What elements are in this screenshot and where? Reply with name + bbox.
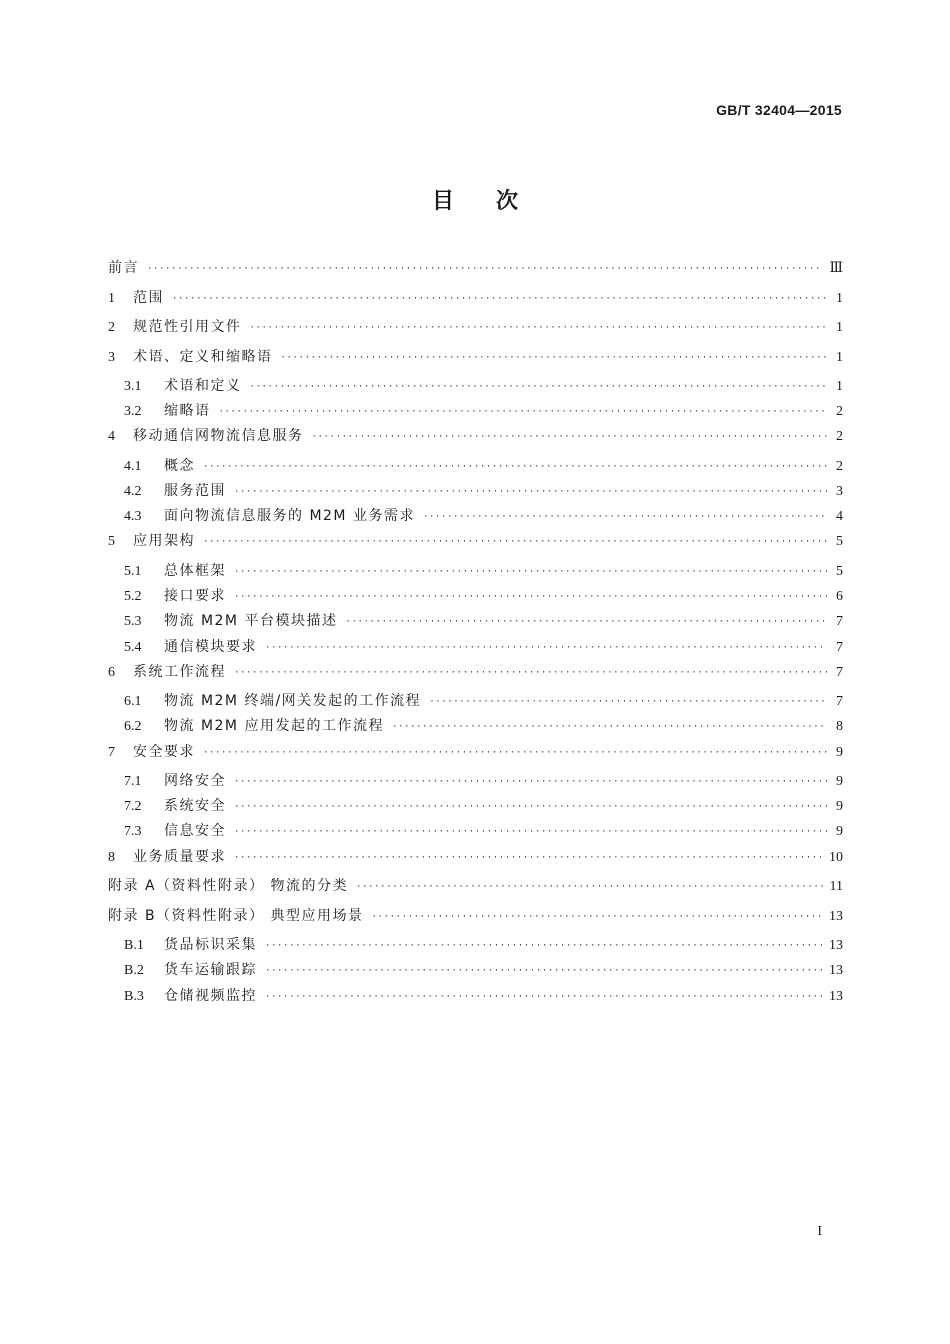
toc-entry-number: 5.1 xyxy=(124,563,142,579)
toc-entry-number: 5.4 xyxy=(124,639,142,655)
toc-leader-dots xyxy=(372,907,823,927)
toc-leader-dots xyxy=(234,797,827,817)
toc-entry-number: 5.3 xyxy=(124,614,142,630)
toc-entry-title: 信息安全 xyxy=(164,823,226,840)
toc-leader-dots xyxy=(423,507,827,527)
toc-entry-number: 7.2 xyxy=(124,799,142,815)
toc-entry-title: 网络安全 xyxy=(164,773,226,790)
toc-entry[interactable] xyxy=(108,742,843,772)
toc-entry-page: 3 xyxy=(836,484,843,500)
toc-entry-number: 7 xyxy=(108,744,115,760)
toc-entry[interactable] xyxy=(108,906,843,936)
toc-entry-number: 6 xyxy=(108,664,115,680)
toc-leader-dots xyxy=(356,877,824,897)
toc-entry-page: 4 xyxy=(836,509,843,525)
toc-entry-page: 2 xyxy=(836,429,843,445)
toc-entry-number: 5.2 xyxy=(124,589,142,605)
toc-leader-dots xyxy=(203,532,827,552)
toc-entry-title: 前言 xyxy=(108,260,139,276)
toc-entry[interactable] xyxy=(108,347,843,377)
toc-entry-page: 7 xyxy=(836,614,843,630)
toc-entry-number: B.2 xyxy=(124,963,144,979)
toc-entry-number: 4 xyxy=(108,429,115,445)
toc-entry-number: 8 xyxy=(108,849,115,865)
toc-leader-dots xyxy=(429,692,827,712)
toc-entry-page: 6 xyxy=(836,589,843,605)
toc-entry-page: 13 xyxy=(829,908,843,924)
toc-entry[interactable] xyxy=(108,662,843,692)
toc-entry-page: 9 xyxy=(836,824,843,840)
toc-leader-dots xyxy=(265,961,823,981)
toc-entry-page: 2 xyxy=(836,404,843,420)
toc-entry[interactable] xyxy=(108,847,843,877)
toc-entry-title: 仓储视频监控 xyxy=(164,987,257,1004)
toc-entry-number: 4.1 xyxy=(124,458,142,474)
toc-entry-title: 接口要求 xyxy=(164,588,226,605)
toc-leader-dots xyxy=(234,848,823,868)
toc-leader-dots xyxy=(234,562,827,582)
toc-entry-title: 物流 M2M 应用发起的工作流程 xyxy=(164,718,384,735)
toc-entry[interactable] xyxy=(108,426,843,456)
toc-entry-title: 缩略语 xyxy=(164,403,211,420)
toc-entry-title: 安全要求 xyxy=(133,743,195,760)
toc-entry-title: 货品标识采集 xyxy=(164,937,257,954)
toc-leader-dots xyxy=(234,663,827,683)
toc-leader-dots xyxy=(234,587,827,607)
toc-leader-dots xyxy=(234,822,827,842)
toc-leader-dots xyxy=(281,348,828,368)
toc-entry[interactable] xyxy=(108,481,843,506)
toc-entry-page: 7 xyxy=(836,664,843,680)
toc-entry-page: 1 xyxy=(836,349,843,365)
toc-entry-page: Ⅲ xyxy=(829,261,843,276)
toc-entry[interactable] xyxy=(108,716,843,741)
toc-leader-dots xyxy=(265,638,827,658)
toc-entry-page: 1 xyxy=(836,290,843,306)
toc-leader-dots xyxy=(250,318,828,338)
toc-leader-dots xyxy=(345,612,827,632)
toc-entry-number: 3.1 xyxy=(124,379,142,394)
toc-entry-title: 术语和定义 xyxy=(164,378,242,394)
toc-entry-number: 4.2 xyxy=(124,484,142,500)
toc-leader-dots xyxy=(265,987,823,1007)
toc-entry-page: 11 xyxy=(829,879,843,895)
toc-entry-page: 5 xyxy=(836,563,843,579)
toc-entry-title: 应用架构 xyxy=(133,533,195,550)
toc-entry-title: 系统安全 xyxy=(164,798,226,815)
page-title xyxy=(0,184,950,215)
toc-entry[interactable] xyxy=(108,796,843,821)
toc-leader-dots xyxy=(392,717,827,737)
toc-entry-title: 物流 M2M 终端/网关发起的工作流程 xyxy=(164,693,422,710)
page-title-char-2: 次 xyxy=(496,189,519,214)
toc-entry[interactable] xyxy=(108,317,843,347)
toc-entry[interactable] xyxy=(108,637,843,662)
toc-leader-dots xyxy=(234,772,827,792)
toc-entry-title: 附录 B（资料性附录） 典型应用场景 xyxy=(108,907,364,924)
toc-entry-number: 7.3 xyxy=(124,824,142,840)
toc-entry-title: 业务质量要求 xyxy=(133,848,226,865)
toc-entry[interactable] xyxy=(108,611,843,636)
toc-entry-title: 货车运输跟踪 xyxy=(164,962,257,979)
toc-entry[interactable] xyxy=(108,506,843,531)
toc-entry[interactable] xyxy=(108,771,843,796)
toc-entry-title: 范围 xyxy=(133,289,164,306)
toc-entry-number: 1 xyxy=(108,290,115,306)
toc-entry-page: 7 xyxy=(836,639,843,655)
toc-entry[interactable] xyxy=(108,986,843,1011)
toc-entry[interactable] xyxy=(108,821,843,846)
toc-entry-title: 总体框架 xyxy=(164,562,226,579)
toc-entry-page: 13 xyxy=(829,963,843,979)
toc-entry[interactable] xyxy=(108,691,843,716)
toc-entry-page: 5 xyxy=(836,534,843,550)
toc-entry-title: 术语、定义和缩略语 xyxy=(133,348,273,365)
toc-entry-page: 1 xyxy=(836,320,843,335)
toc-entry-page: 13 xyxy=(829,988,843,1004)
toc-entry-number: B.1 xyxy=(124,938,144,954)
toc-entry-page: 1 xyxy=(836,379,843,394)
toc-entry-page: 9 xyxy=(836,774,843,790)
toc-entry-page: 9 xyxy=(836,799,843,815)
page-number: I xyxy=(817,1224,822,1239)
toc-entry-page: 10 xyxy=(829,849,843,865)
toc-entry-title: 附录 A（资料性附录） 物流的分类 xyxy=(108,878,348,895)
toc-leader-dots xyxy=(219,402,828,422)
toc-entry-page: 8 xyxy=(836,719,843,735)
toc-entry-title: 移动通信网物流信息服务 xyxy=(133,428,304,445)
toc-entry-number: 4.3 xyxy=(124,509,142,525)
toc-entry-title: 系统工作流程 xyxy=(133,663,226,680)
toc-entry[interactable] xyxy=(108,531,843,561)
toc-entry-title: 面向物流信息服务的 M2M 业务需求 xyxy=(164,508,415,525)
toc-entry[interactable] xyxy=(108,935,843,960)
standard-code: GB/T 32404—2015 xyxy=(716,102,842,118)
toc-entry-number: 5 xyxy=(108,534,115,550)
toc-entry-number: 6.2 xyxy=(124,719,142,735)
toc-leader-dots xyxy=(203,457,827,477)
toc-entry-title: 物流 M2M 平台模块描述 xyxy=(164,613,338,630)
toc-entry-number: 2 xyxy=(108,320,115,335)
toc-entry[interactable] xyxy=(108,876,843,906)
toc-entry-number: 6.1 xyxy=(124,694,142,710)
toc-entry[interactable] xyxy=(108,456,843,481)
toc-entry-number: 3.2 xyxy=(124,404,142,420)
toc-entry-number: 7.1 xyxy=(124,774,142,790)
toc-leader-dots xyxy=(172,289,827,309)
toc-entry-number: B.3 xyxy=(124,988,144,1004)
toc-leader-dots xyxy=(203,743,827,763)
toc-entry-page: 2 xyxy=(836,458,843,474)
toc-entry-number: 3 xyxy=(108,349,115,365)
toc-entry[interactable] xyxy=(108,960,843,985)
toc-leader-dots xyxy=(312,427,828,447)
toc-entry-title: 规范性引用文件 xyxy=(133,319,242,335)
table-of-contents xyxy=(108,258,843,1011)
toc-entry-title: 通信模块要求 xyxy=(164,638,257,655)
toc-entry[interactable] xyxy=(108,401,843,426)
toc-leader-dots xyxy=(234,482,827,502)
toc-entry-page: 13 xyxy=(829,938,843,954)
toc-entry[interactable] xyxy=(108,376,843,401)
toc-entry-title: 概念 xyxy=(164,457,195,474)
toc-entry-page: 9 xyxy=(836,744,843,760)
toc-leader-dots xyxy=(250,377,828,397)
toc-entry[interactable] xyxy=(108,561,843,586)
toc-leader-dots xyxy=(147,259,823,279)
toc-entry[interactable] xyxy=(108,586,843,611)
toc-leader-dots xyxy=(265,936,823,956)
toc-entry-title: 服务范围 xyxy=(164,483,226,500)
toc-entry[interactable] xyxy=(108,288,843,318)
toc-entry[interactable] xyxy=(108,258,843,288)
page-title-char-1: 目 xyxy=(431,189,454,214)
toc-entry-page: 7 xyxy=(836,694,843,710)
